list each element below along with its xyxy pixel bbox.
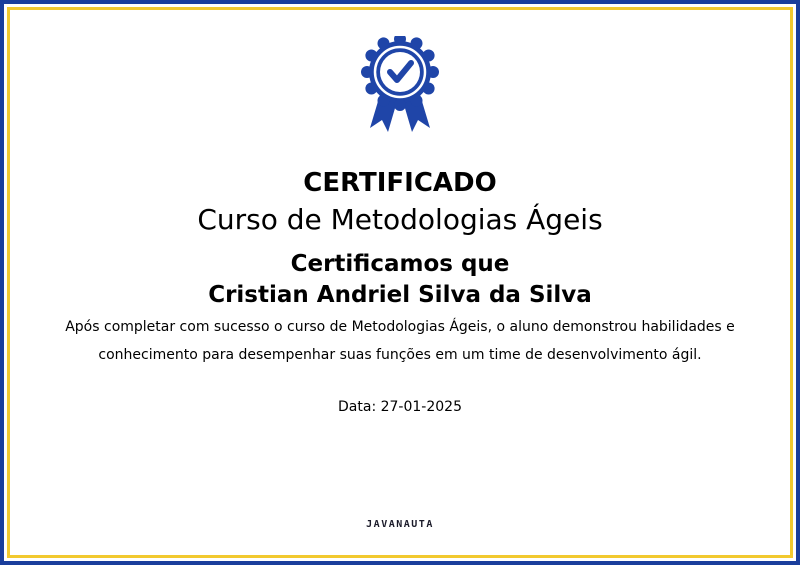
award-ribbon-check-icon	[360, 36, 440, 136]
certificate-description	[30, 313, 770, 369]
student-name: Cristian Andriel Silva da Silva	[208, 282, 592, 308]
description-line-1: Após completar com sucesso o curso de Metodologias Ágeis, o aluno demonstrou habilidades e	[65, 319, 735, 335]
certify-line: Certificamos que	[290, 251, 510, 277]
brand-logo: JAVANAUTA	[366, 519, 434, 530]
certificate-title: CERTIFICADO	[303, 168, 497, 198]
issue-date: Data: 27-01-2025	[338, 399, 462, 415]
description-line-2: conhecimento para desempenhar suas funções em um time de desenvolvimento ágil.	[98, 347, 702, 363]
course-name: Curso de Metodologias Ágeis	[197, 203, 603, 236]
